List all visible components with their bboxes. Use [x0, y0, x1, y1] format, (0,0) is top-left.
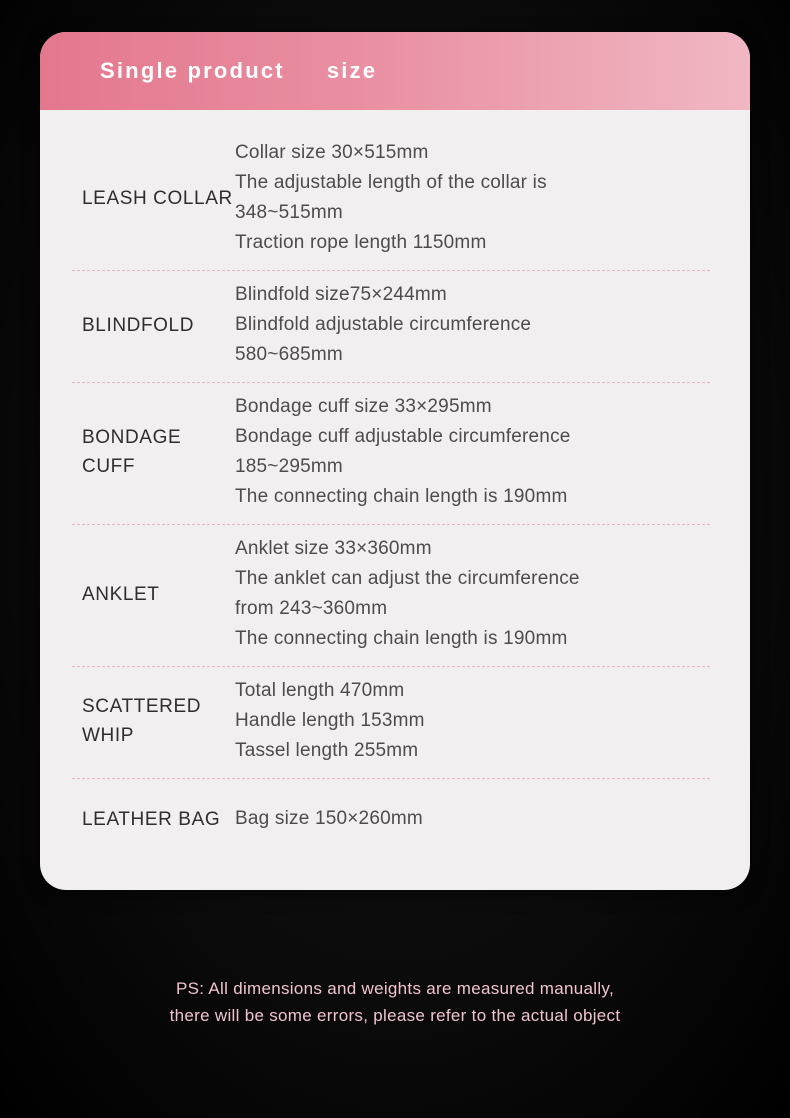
row-values	[235, 534, 750, 654]
row-value-line: Traction rope length 1150mm	[235, 232, 487, 253]
footnote-line-2: there will be some errors, please refer to the actual object	[169, 1006, 621, 1025]
row-label: LEASH COLLAR	[82, 187, 233, 209]
footnote-line-1: PS: All dimensions and weights are measured manually,	[176, 979, 614, 998]
row-value-line: Blindfold size75×244mm	[235, 284, 447, 305]
row-value-line: 580~685mm	[235, 344, 343, 365]
row-value-line: Tassel length 255mm	[235, 740, 419, 761]
header-title-left: Single product	[100, 58, 285, 83]
row-value-line: from 243~360mm	[235, 598, 388, 619]
table-row	[40, 524, 750, 666]
table-row	[40, 778, 750, 860]
header-title-right: size	[326, 58, 378, 83]
row-value-line: Blindfold adjustable circumference	[235, 314, 532, 335]
row-values	[235, 138, 750, 258]
row-label: BLINDFOLD	[82, 314, 195, 336]
row-value-line: Handle length 153mm	[235, 710, 425, 731]
row-value-line: Collar size 30×515mm	[235, 142, 429, 163]
row-label: BONDAGE CUFF	[82, 427, 182, 477]
row-value-line: Bondage cuff size 33×295mm	[235, 396, 492, 417]
row-value-line: Bag size 150×260mm	[235, 808, 423, 829]
spec-card	[40, 32, 750, 890]
row-value-line: Bondage cuff adjustable circumference	[235, 426, 571, 447]
row-value-line: Total length 470mm	[235, 680, 405, 701]
row-value-line: The connecting chain length is 190mm	[235, 628, 568, 649]
table-row	[40, 666, 750, 778]
row-value-line: The connecting chain length is 190mm	[235, 486, 568, 507]
table-row	[40, 270, 750, 382]
footnote	[0, 975, 790, 1029]
row-values	[235, 804, 750, 834]
row-label: LEATHER BAG	[82, 808, 221, 830]
row-value-line: 348~515mm	[235, 202, 343, 223]
table-row	[40, 128, 750, 270]
spec-table	[40, 110, 750, 890]
row-value-line: The adjustable length of the collar is	[235, 172, 547, 193]
row-value-line: Anklet size 33×360mm	[235, 538, 432, 559]
row-values	[235, 676, 750, 766]
row-values	[235, 280, 750, 370]
row-values	[235, 392, 750, 512]
row-value-line: 185~295mm	[235, 456, 343, 477]
table-row	[40, 382, 750, 524]
card-header	[40, 32, 750, 110]
row-value-line: The anklet can adjust the circumference	[235, 568, 580, 589]
row-label: SCATTERED WHIP	[82, 696, 202, 746]
row-label: ANKLET	[82, 583, 160, 605]
